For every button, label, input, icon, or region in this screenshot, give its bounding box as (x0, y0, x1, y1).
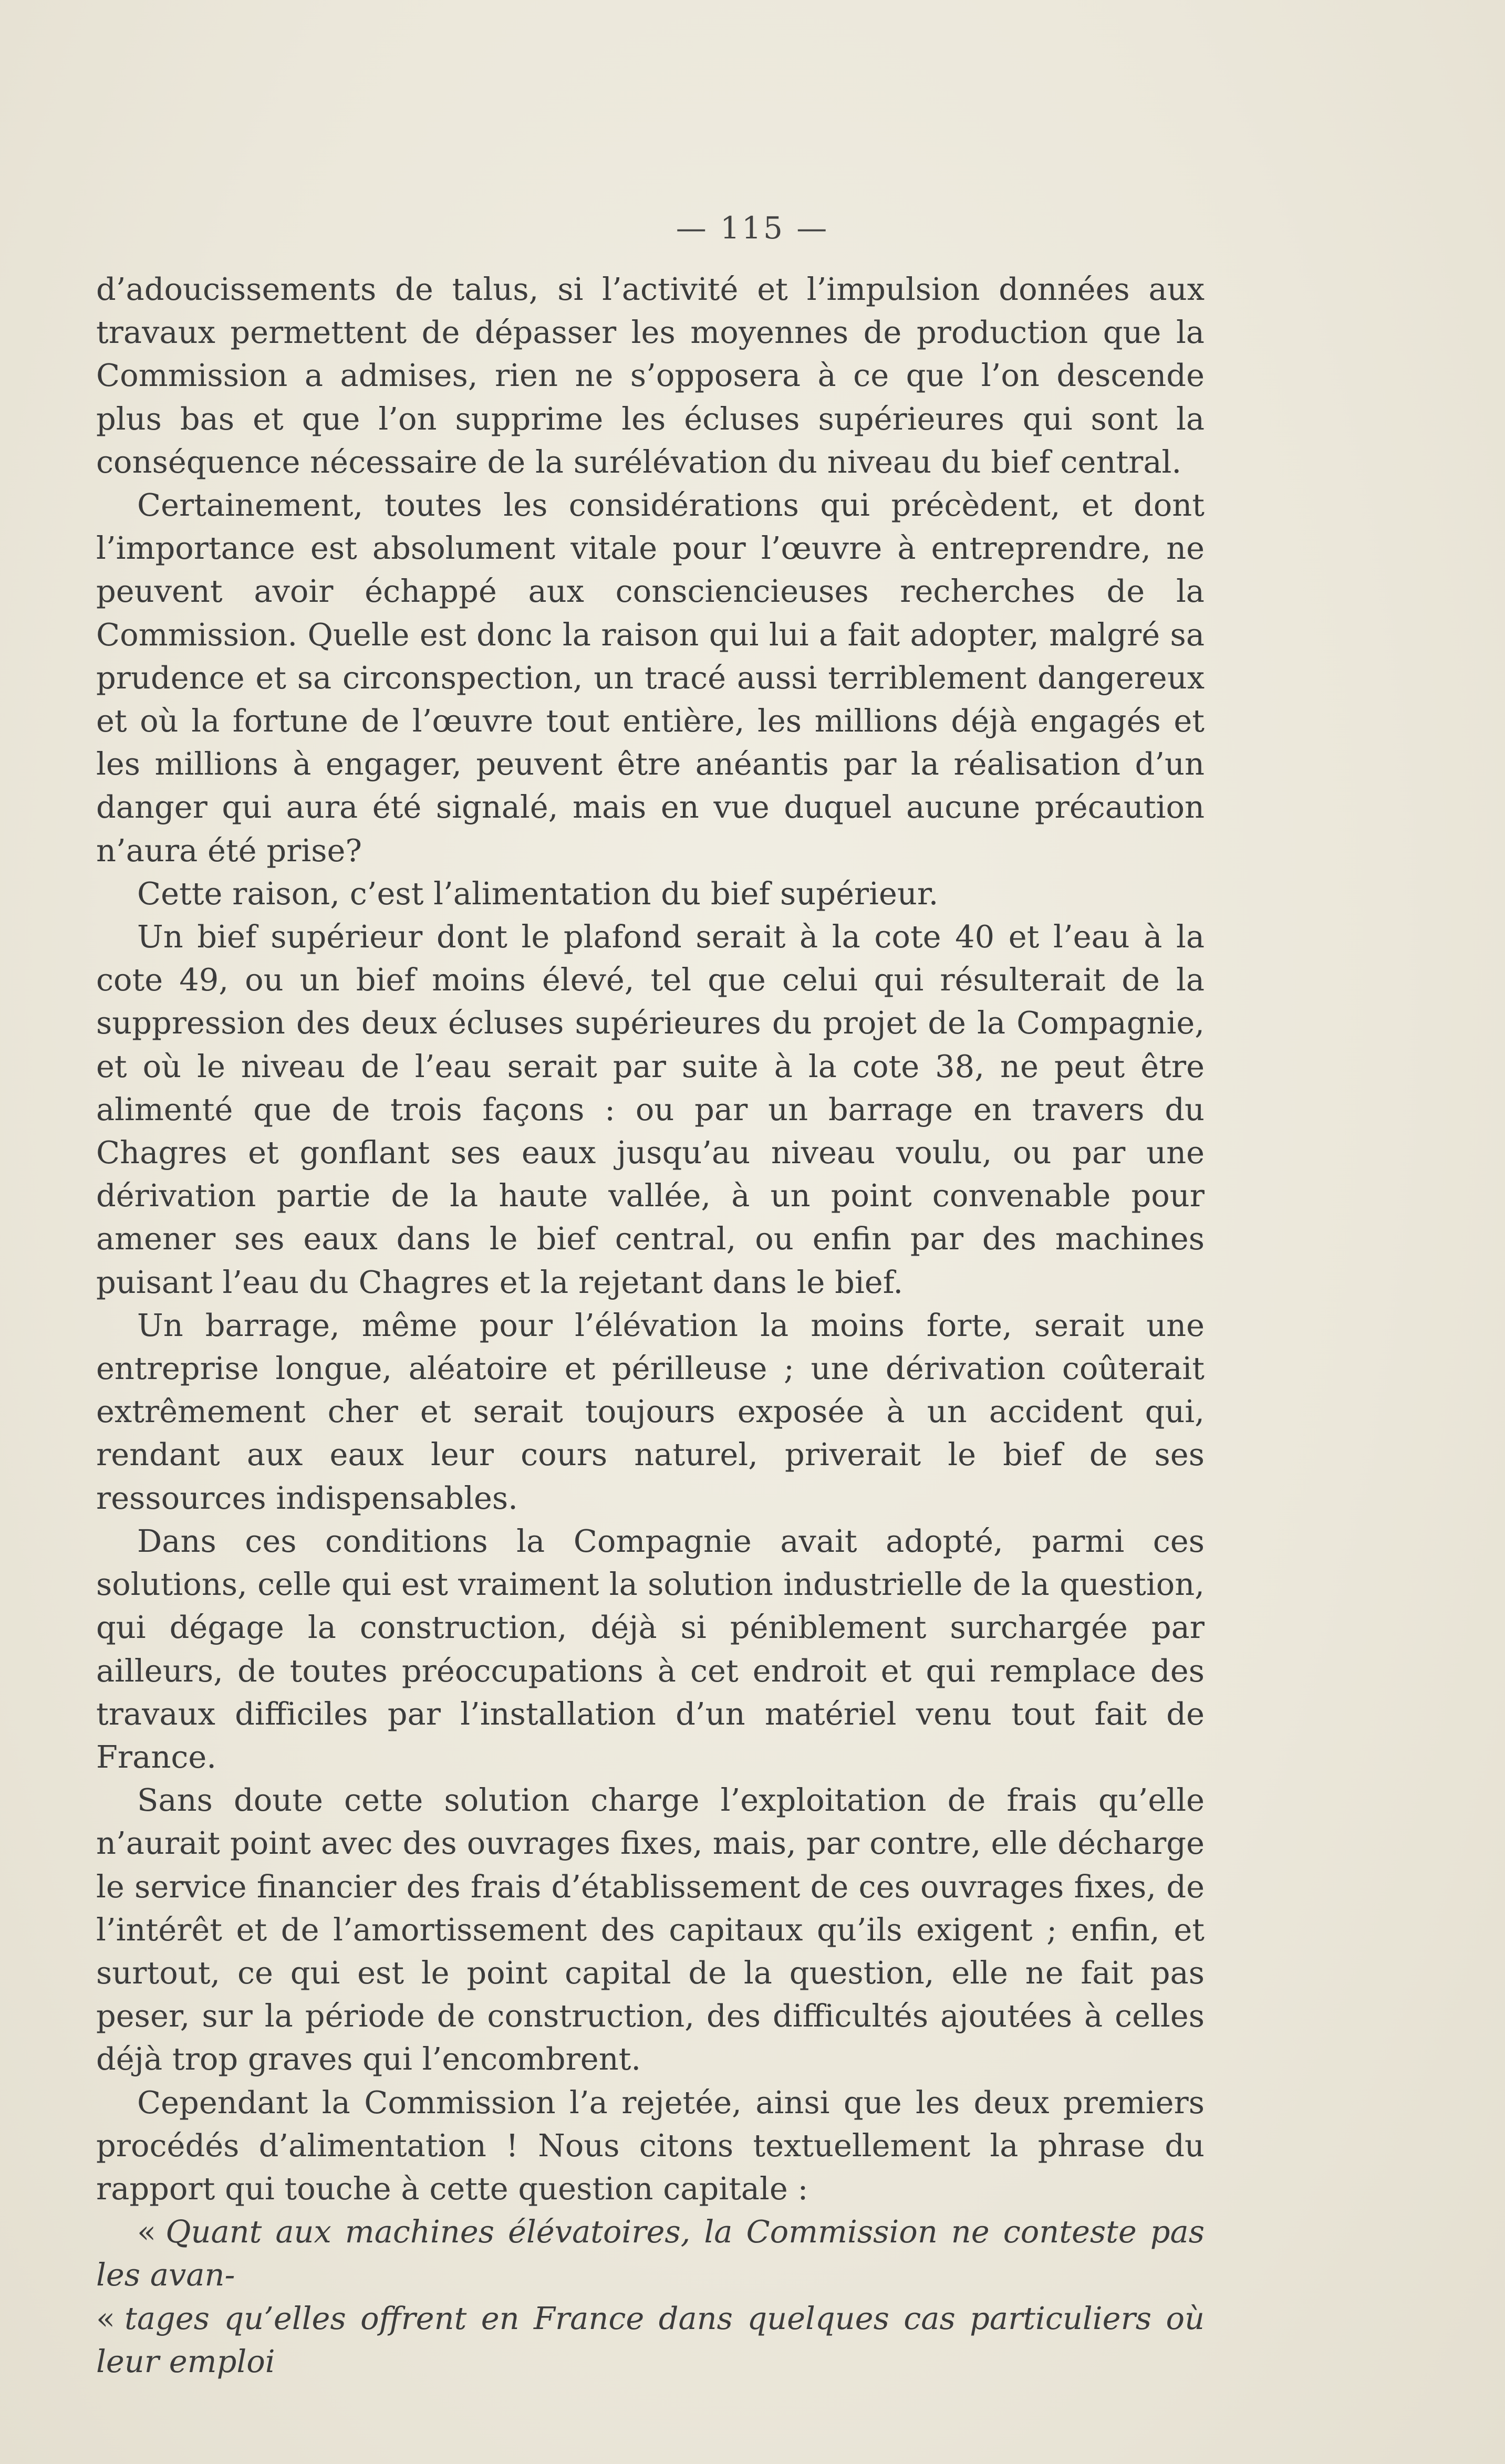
body-text (96, 268, 1205, 2383)
paragraph: Certainement, toutes les considérations qui précèdent, et dont l’importance est absolument vitale pour l’œuvre à entreprendre, ne peuvent avoir échappé aux consciencieuses recherches de la Commission. Quelle est donc la raison qui lui a fait adopter, malgré sa prudence et sa circonspection, un tracé aussi terriblement dangereux et où la fortune de l’œuvre tout entière, les millions déjà engagés et les millions à engager, peuvent être anéantis par la réalisation d’un danger qui aura été signalé, mais en vue duquel aucune précaution n’aura été prise? (96, 487, 1205, 869)
quote-text: Quant aux machines élévatoires, la Commission ne conteste pas les avan- (96, 2214, 1205, 2293)
quote-line (96, 2297, 1205, 2383)
paragraph: Cependant la Commission l’a rejetée, ainsi que les deux premiers procédés d’alimentation ! Nous citons textuellement la phrase du rapport qui touche à cette question capitale : (96, 2084, 1205, 2207)
paragraph: Dans ces conditions la Compagnie avait adopté, parmi ces solutions, celle qui est vraiment la solution industrielle de la question, qui dégage la construction, déjà si péniblement surchargée par ailleurs, de toutes préoccupations à cet endroit et qui remplace des travaux difficiles par l’installation d’un matériel venu tout fait de France. (96, 1522, 1205, 1775)
quote-mark: « (96, 2300, 116, 2336)
paragraph: Sans doute cette solution charge l’exploitation de frais qu’elle n’aurait point avec des ouvrages fixes, mais, par contre, elle décharge le service financier des frais d’établissement de ces ouvrages fixes, de l’intérêt et de l’amortissement des capitaux qu’ils exigent ; enfin, et surtout, ce qui est le point capital de la question, elle ne fait pas peser, sur la période de construction, des difficultés ajoutées à celles déjà trop graves qui l’encombrent. (96, 1782, 1205, 2077)
quote-text: tages qu’elles offrent en France dans quelques cas particuliers où leur emploi (96, 2300, 1205, 2379)
paragraph: Cette raison, c’est l’alimentation du bief supérieur. (137, 875, 939, 912)
quote-line (96, 2210, 1205, 2296)
paragraph: d’adoucissements de talus, si l’activité et l’impulsion données aux travaux permettent de dépasser les moyennes de production que la Commission a admises, rien ne s’opposera à ce que l’on descende plus bas et que l’on supprime les écluses supérieures qui sont la conséquence nécessaire de la surélévation du niveau du bief central. (96, 271, 1205, 480)
paragraph: Un bief supérieur dont le plafond serait à la cote 40 et l’eau à la cote 49, ou un bief moins élevé, tel que celui qui résulterait de la suppression des deux écluses supérieures du projet de la Compagnie, et où le niveau de l’eau serait par suite à la cote 38, ne peut être alimenté que de trois façons : ou par un barrage en travers du Chagres et gonflant ses eaux jusqu’au niveau voulu, ou par une dérivation partie de la haute vallée, à un point convenable pour amener ses eaux dans le bief central, ou enfin par des machines puisant l’eau du Chagres et la rejetant dans le bief. (96, 918, 1205, 1300)
quote-mark: « (137, 2214, 157, 2250)
page-number: — 115 — (676, 210, 829, 246)
paragraph: Un barrage, même pour l’élévation la moins forte, serait une entreprise longue, aléatoire et périlleuse ; une dérivation coûterait extrêmement cher et serait toujours exposée à un accident qui, rendant aux eaux leur cours naturel, priverait le bief de ses ressources indispensables. (96, 1307, 1205, 1516)
